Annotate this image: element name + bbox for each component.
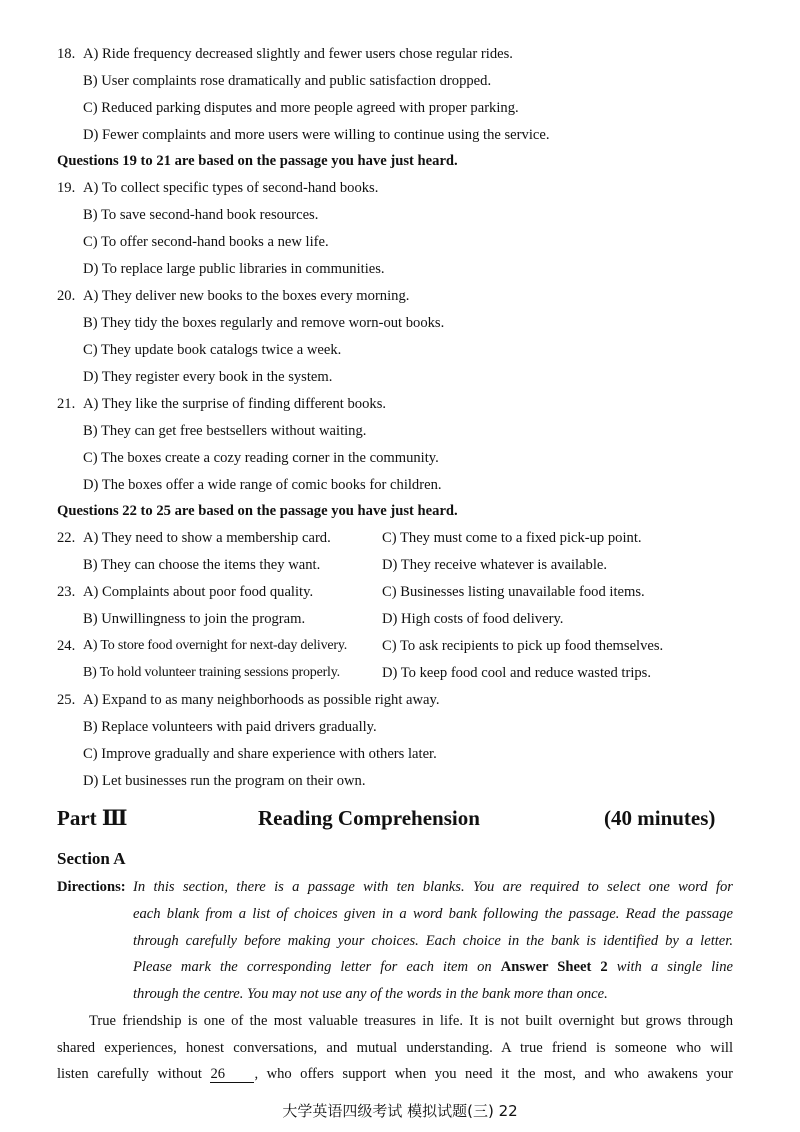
option-a: A) To store food overnight for next-day delivery. <box>83 638 348 653</box>
directions-text: In this section, there is a passage with ten blanks. You are required to select one word for <box>133 879 733 895</box>
option-c: C) To ask recipients to pick up food themselves. <box>382 638 664 654</box>
option-c: C) They update book catalogs twice a week. <box>83 342 342 358</box>
option-d: D) They receive whatever is available. <box>382 557 608 573</box>
passage-text-part: , who offers support when you need it the most, and who awakens your <box>254 1066 733 1082</box>
question-number: 20. <box>57 288 76 304</box>
part-title: Reading Comprehension <box>258 806 480 830</box>
directions-text: each blank from a list of choices given in a word bank following the passage. Read the passage <box>133 906 733 922</box>
option-b: B) Unwillingness to join the program. <box>83 611 306 627</box>
option-b: B) They can get free bestsellers without waiting. <box>83 423 367 439</box>
option-c: C) They must come to a fixed pick-up point. <box>382 530 642 546</box>
option-d: D) To keep food cool and reduce wasted trips. <box>382 665 652 681</box>
directions-label: Directions: <box>57 879 126 895</box>
part-time: (40 minutes) <box>604 806 716 830</box>
page-footer: 大学英语四级考试 模拟试题(三) 22 <box>282 1102 518 1120</box>
question-number: 25. <box>57 692 76 708</box>
question-number: 23. <box>57 584 76 600</box>
questions-heading-text: Questions 22 to 25 are based on the passage you have just heard. <box>57 503 458 519</box>
question-number: 24. <box>57 638 76 654</box>
option-b: B) Replace volunteers with paid drivers gradually. <box>83 719 377 735</box>
directions-text <box>133 957 733 977</box>
option-d: D) Fewer complaints and more users were willing to continue using the service. <box>83 127 550 143</box>
directions-text-part: with a single line <box>607 959 733 975</box>
question-number: 22. <box>57 530 76 546</box>
directions-text: through the centre. You may not use any of the words in the bank more than once. <box>133 986 608 1002</box>
section-heading: Section A <box>57 849 126 868</box>
option-c: C) Reduced parking disputes and more people agreed with proper parking. <box>83 100 519 116</box>
option-a: A) To collect specific types of second-hand books. <box>83 180 379 196</box>
option-d: D) High costs of food delivery. <box>382 611 564 627</box>
part-label: Part Ⅲ <box>57 806 128 830</box>
option-c: C) Businesses listing unavailable food items. <box>382 584 645 600</box>
option-d: D) Let businesses run the program on their own. <box>83 773 366 789</box>
question-number: 18. <box>57 46 76 62</box>
passage-text-part: listen carefully without <box>57 1066 211 1082</box>
question-number: 19. <box>57 180 76 196</box>
question-number: 21. <box>57 396 76 412</box>
directions-text-part: Please mark the corresponding letter for each item on <box>133 959 501 975</box>
option-d: D) To replace large public libraries in communities. <box>83 261 385 277</box>
option-c: C) The boxes create a cozy reading corner in the community. <box>83 450 439 466</box>
directions-text: through carefully before making your choices. Each choice in the bank is identified by a letter. <box>133 933 733 949</box>
option-c: C) Improve gradually and share experience with others later. <box>83 746 437 762</box>
option-b: B) They can choose the items they want. <box>83 557 321 573</box>
option-a: A) Complaints about poor food quality. <box>83 584 314 600</box>
option-a: A) They deliver new books to the boxes every morning. <box>83 288 410 304</box>
option-c: C) To offer second-hand books a new life. <box>83 234 329 250</box>
passage-text <box>57 1064 733 1084</box>
option-a: A) They like the surprise of finding different books. <box>83 396 387 412</box>
option-a: A) Expand to as many neighborhoods as possible right away. <box>83 692 440 708</box>
option-d: D) They register every book in the system. <box>83 369 333 385</box>
passage-text: shared experiences, honest conversations, and mutual understanding. A true friend is someone who will <box>57 1040 733 1056</box>
option-a: A) Ride frequency decreased slightly and fewer users chose regular rides. <box>83 46 513 62</box>
option-d: D) The boxes offer a wide range of comic books for children. <box>83 477 442 493</box>
passage-text: True friendship is one of the most valuable treasures in life. It is not built overnight but grows through <box>89 1013 733 1029</box>
answer-sheet-label: Answer Sheet 2 <box>500 959 608 975</box>
option-b: B) To save second-hand book resources. <box>83 207 319 223</box>
blank-26: 26 <box>210 1066 254 1083</box>
option-b: B) User complaints rose dramatically and public satisfaction dropped. <box>83 73 492 89</box>
option-b: B) They tidy the boxes regularly and remove worn-out books. <box>83 315 445 331</box>
questions-heading-text: Questions 19 to 21 are based on the passage you have just heard. <box>57 153 458 169</box>
option-b: B) To hold volunteer training sessions properly. <box>83 665 340 680</box>
option-a: A) They need to show a membership card. <box>83 530 331 546</box>
